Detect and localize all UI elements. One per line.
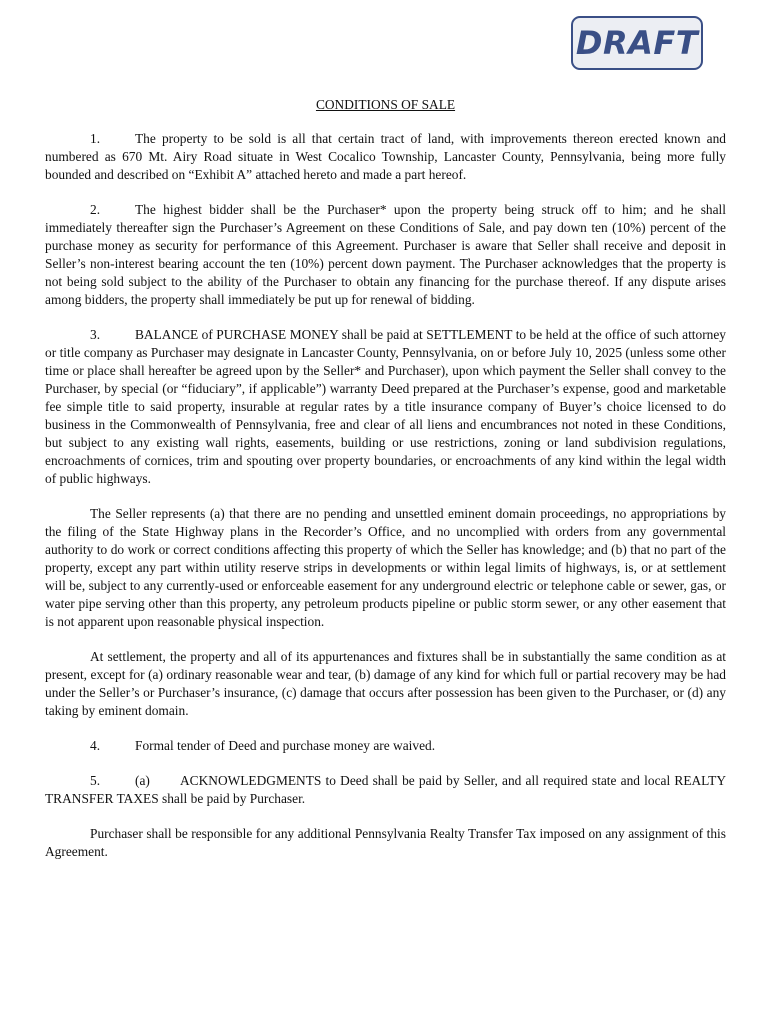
paragraph-text: The property to be sold is all that certain tract of land, with improvements thereon erected known and numbered as 670 Mt. Airy Road situate in West Cocalico Township, Lancaster County, Pennsylvania, being more fully bounded and described on “Exhibit A” attached hereto and made a part hereof.	[45, 131, 726, 182]
paragraph-text: The highest bidder shall be the Purchaser* upon the property being struck off to him; and he shall immediately thereafter sign the Purchaser’s Agreement on these Conditions of Sale, and pay down ten (10%) percent of the purchase money as security for performance of this Agreement. Purchaser is aware that Seller shall receive and deposit in Seller’s non-interest bearing account the ten (10%) percent down payment. The Purchaser acknowledges that the property is not being sold subject to the ability of the Purchaser to obtain any financing for the purchase thereof. If any dispute arises among bidders, the property shall immediately be put up for renewal of bidding.	[45, 202, 726, 307]
paragraph-number: 3.	[90, 327, 101, 342]
paragraph-number: 5.	[90, 773, 101, 788]
paragraph-text: Formal tender of Deed and purchase money are waived.	[135, 738, 436, 753]
paragraph-3	[45, 326, 726, 488]
document-title: CONDITIONS OF SALE	[315, 97, 456, 112]
paragraph-4	[45, 737, 726, 755]
paragraph-number: 4.	[90, 738, 101, 753]
paragraph-number: 2.	[90, 202, 101, 217]
seller-representations-paragraph: The Seller represents (a) that there are no pending and unsettled eminent domain proceedings, no appropriations by the filing of the State Highway plans in the Recorder’s Office, and no uncomplied with orders from any governmental authority to do work or correct conditions affecting this property of which the Seller has knowledge; and (b) that no part of the property, except any part within utility reserve strips in developments or within legal limits of highways, is, or at settlement will be, subject to any currently-used or enforceable easement for any underground electric or telephone cable or sewer, gas, or water pipe serving other than this property, any petroleum products pipeline or public storm sewer, or any other easement that is not apparent upon reasonable physical inspection.	[45, 506, 726, 629]
paragraph-text: ACKNOWLEDGMENTS to Deed shall be paid by Seller, and all required state and local REALTY TRANSFER TAXES shall be paid by Purchaser.	[45, 773, 726, 806]
paragraph-5	[45, 772, 726, 808]
document-body	[45, 96, 726, 878]
subparagraph-letter: (a)	[135, 773, 150, 788]
paragraph-2	[45, 201, 726, 309]
draft-stamp	[571, 16, 703, 70]
settlement-condition-paragraph: At settlement, the property and all of its appurtenances and fixtures shall be in substantially the same condition as at present, except for (a) ordinary reasonable wear and tear, (b) damage of any kind for which full or partial recovery may be had under the Seller’s or Purchaser’s insurance, (c) damage that occurs after possession has been given to the Purchaser, or (d) any taking by eminent domain.	[45, 649, 726, 718]
paragraph-1	[45, 130, 726, 184]
paragraph-number: 1.	[90, 131, 101, 146]
draft-stamp-label: DRAFT	[575, 24, 699, 62]
transfer-tax-paragraph: Purchaser shall be responsible for any additional Pennsylvania Realty Transfer Tax imposed on any assignment of this Agreement.	[45, 826, 726, 859]
paragraph-text: BALANCE of PURCHASE MONEY shall be paid at SETTLEMENT to be held at the office of such attorney or title company as Purchaser may designate in Lancaster County, Pennsylvania, on or before July 10, 2025 (unless some other time or place shall hereafter be agreed upon by the Seller* and Purchaser), upon which payment the Seller shall convey to the Purchaser, by special (or “fiduciary”, if applicable”) warranty Deed prepared at the Purchaser’s expense, good and marketable fee simple title to said property, insurable at regular rates by a title insurance company of Buyer’s choice licensed to do business in the Commonwealth of Pennsylvania, free and clear of all liens and encumbrances not noted in these Conditions, but subject to any existing wall rights, easements, building or use restrictions, zoning or land subdivision regulations, encroachments of cornices, trim and spouting over property boundaries, or encroachments of any kind within the legal width of public highways.	[45, 327, 726, 486]
